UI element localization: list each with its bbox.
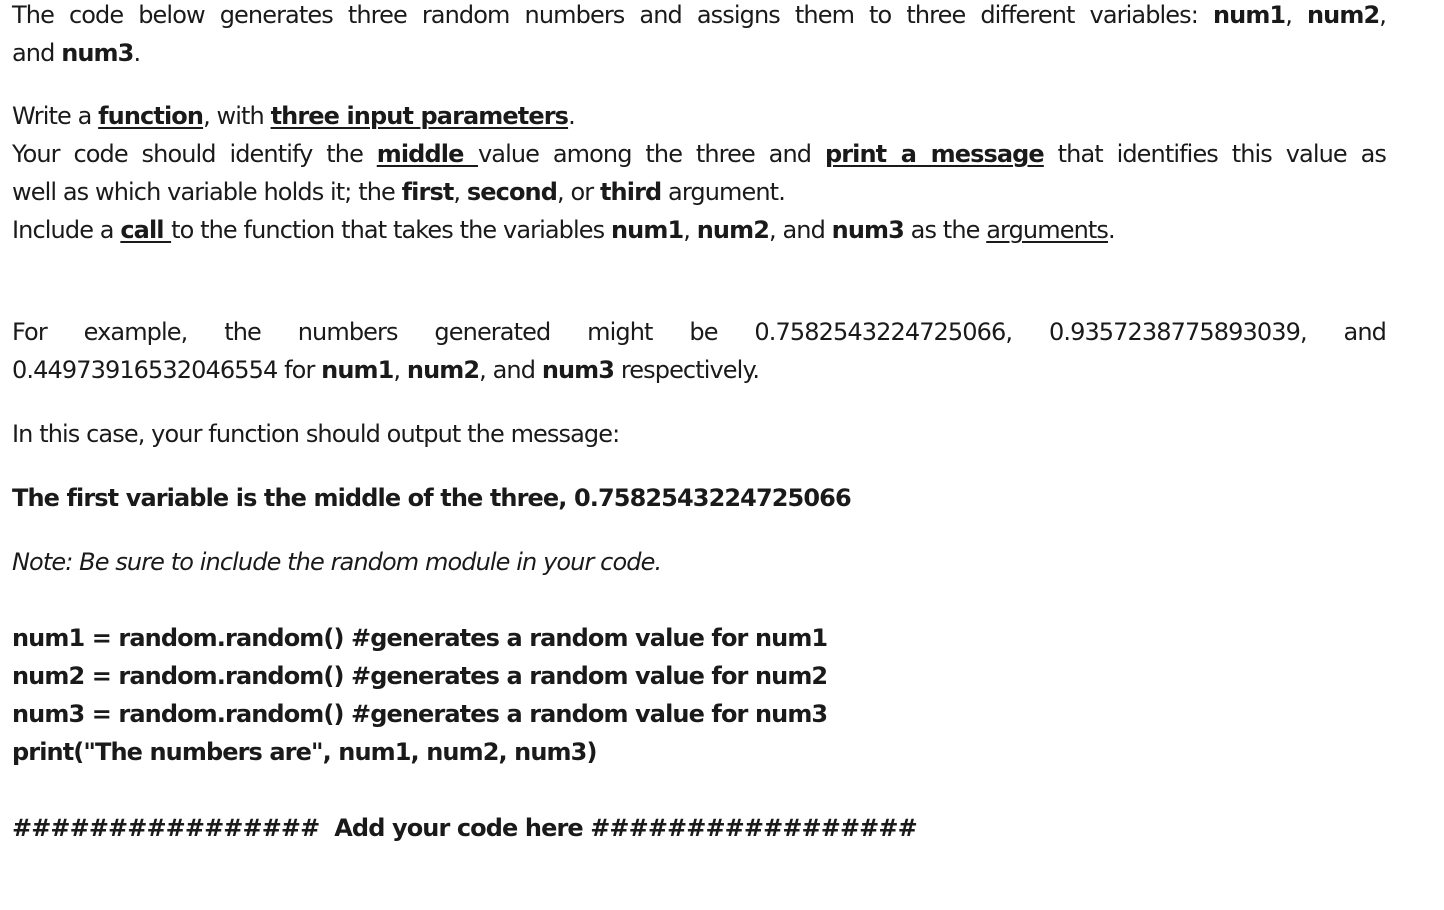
var-num3: num3 [831, 216, 904, 244]
separator: , [393, 356, 407, 384]
note-line [12, 543, 1386, 581]
task-text: Include a [12, 216, 121, 244]
punctuation: . [133, 39, 141, 67]
task-text: as the [903, 216, 987, 244]
note-text: Note: Be sure to include the random module in your code. [12, 548, 662, 576]
task-text: value among the three and [477, 140, 825, 168]
var-num3: num3 [541, 356, 615, 384]
example-line-2 [12, 351, 1386, 389]
var-num3: num3 [61, 39, 134, 67]
task-text: Write a [12, 102, 99, 130]
punctuation: , [1379, 1, 1386, 29]
expected-output-line [12, 479, 1386, 517]
code-line-1: num1 = random.random() #generates a random value for num1 [12, 624, 828, 652]
code-line-2: num2 = random.random() #generates a random value for num2 [12, 662, 828, 690]
expected-output: The first variable is the middle of the three, 0.7582543224725066 [12, 484, 851, 512]
code-line-4: print("The numbers are", num1, num2, num3) [12, 738, 597, 766]
case-text: In this case, your function should output the message: [12, 420, 620, 448]
punctuation: . [568, 102, 575, 130]
example-line-1: For example, the numbers generated might be 0.7582543224725066, 0.9357238775893039, and [12, 318, 1386, 346]
add-code-placeholder: ################ Add your code here ################# [12, 814, 917, 842]
example-text: respectively. [614, 356, 760, 384]
separator: , [1285, 1, 1307, 29]
task-text: , or [557, 178, 600, 206]
task-text: , and [769, 216, 832, 244]
keyword-third: third [599, 178, 662, 206]
separator: , [683, 216, 697, 244]
var-num1: num1 [610, 216, 684, 244]
code-line-3: num3 = random.random() #generates a random value for num3 [12, 700, 828, 728]
keyword-second: second [466, 178, 558, 206]
var-num2: num2 [406, 356, 480, 384]
keyword-call: call [120, 216, 172, 244]
keyword-print-a-message: print a message [824, 140, 1044, 168]
separator: , [453, 178, 467, 206]
keyword-function: function [98, 102, 204, 130]
task-line-4 [12, 211, 1386, 249]
task-text: to the function that takes the variables [171, 216, 611, 244]
task-text: Your code should identify the [12, 140, 377, 168]
task-line-3 [12, 173, 1386, 211]
task-text: that identifies this value as [1043, 140, 1386, 168]
var-num2: num2 [1306, 1, 1380, 29]
task-text: argument. [661, 178, 785, 206]
keyword-middle: middle [376, 140, 478, 168]
keyword-first: first [401, 178, 454, 206]
intro-text: The code below generates three random numbers and assigns them to three different variables: [12, 1, 1213, 29]
intro-line-2 [12, 34, 1386, 72]
intro-text-2: and [12, 39, 62, 67]
var-num1: num1 [1212, 1, 1286, 29]
var-num1: num1 [321, 356, 394, 384]
keyword-arguments: arguments [986, 216, 1109, 244]
example-text: 0.44973916532046554 for [12, 356, 322, 384]
task-text: , with [203, 102, 271, 130]
punctuation: . [1108, 216, 1115, 244]
var-num2: num2 [696, 216, 770, 244]
task-text: well as which variable holds it; the [12, 178, 402, 206]
keyword-three-input-parameters: three input parameters [270, 102, 569, 130]
intro-line-1 [12, 0, 1386, 34]
task-line-2 [12, 135, 1386, 173]
task-line-1 [12, 97, 1386, 135]
example-text: , and [479, 356, 542, 384]
